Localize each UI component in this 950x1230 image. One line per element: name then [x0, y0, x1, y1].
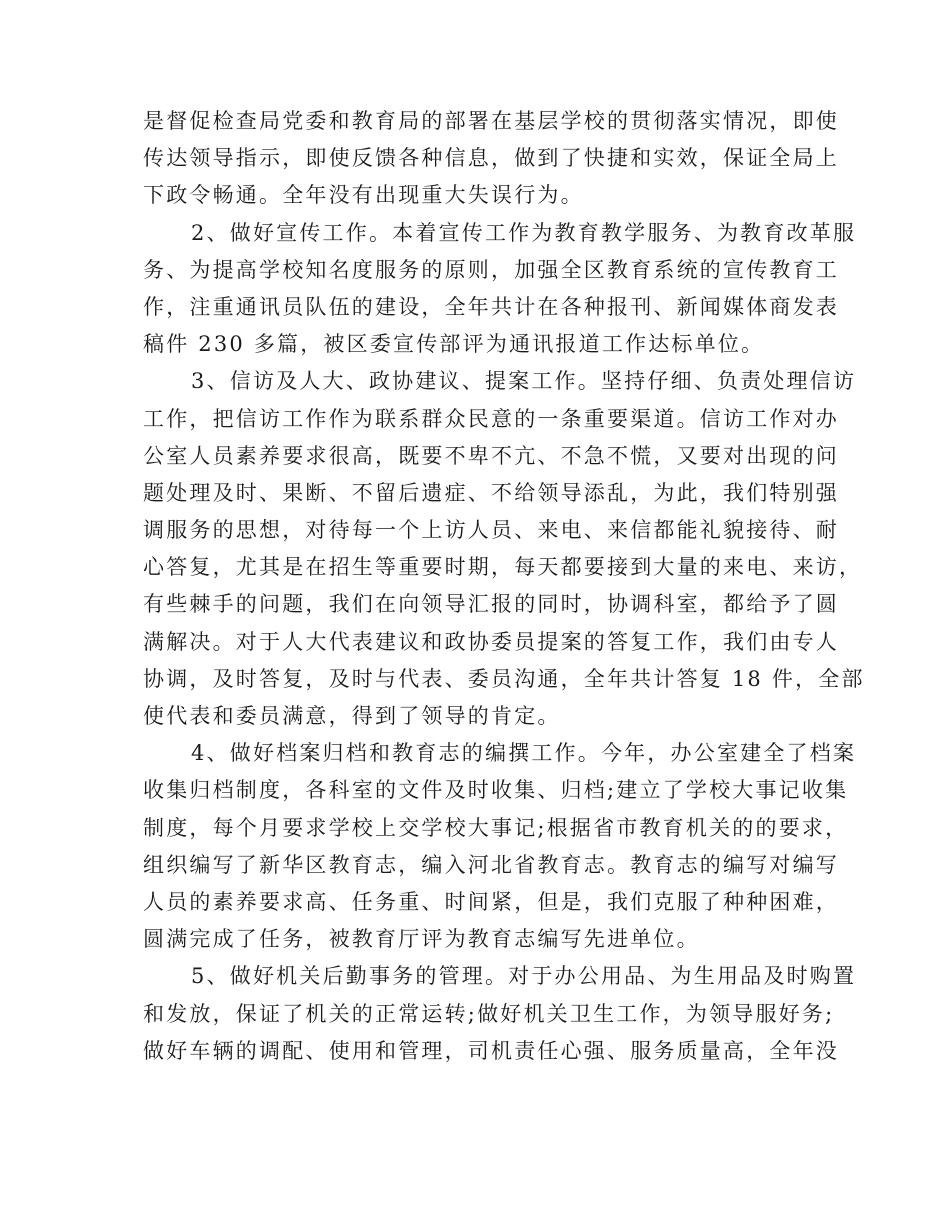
text-line: 收集归档制度，各科室的文件及时收集、归档;建立了学校大事记收集 — [143, 778, 849, 803]
text-line: 做好车辆的调配、使用和管理，司机责任心强、服务质量高，全年没 — [143, 1038, 839, 1063]
text-line: 传达领导指示，即使反馈各种信息，做到了快捷和实效，保证全局上 — [143, 146, 839, 171]
text-line: 工作，把信访工作作为联系群众民意的一条重要渠道。信访工作对办 — [143, 406, 839, 431]
text-line: 2、做好宣传工作。本着宣传工作为教育教学服务、为教育改革服 — [191, 220, 857, 245]
text-line: 使代表和委员满意，得到了领导的肯定。 — [143, 704, 561, 728]
body-text — [143, 103, 865, 1070]
text-line: 人员的素养要求高、任务重、时间紧，但是，我们克服了种种困难， — [143, 889, 839, 914]
text-line: 心答复，尤其是在招生等重要时期，每天都要接到大量的来电、来访， — [143, 555, 863, 580]
text-line: 4、做好档案归档和教育志的编撰工作。今年，办公室建全了档案 — [191, 741, 857, 766]
text-line: 圆满完成了任务，被教育厅评为教育志编写先进单位。 — [143, 927, 700, 952]
text-line: 有些棘手的问题，我们在向领导汇报的同时，协调科室，都给予了圆 — [143, 592, 839, 617]
text-line: 和发放，保证了机关的正常运转;做好机关卫生工作，为领导服好务; — [143, 1001, 835, 1026]
text-line: 5、做好机关后勤事务的管理。对于办公用品、为生用品及时购置 — [191, 964, 857, 989]
text-line: 3、信访及人大、政协建议、提案工作。坚持仔细、负责处理信访 — [191, 369, 857, 394]
text-line: 调服务的思想，对待每一个上访人员、来电、来信都能礼貌接待、耐 — [143, 518, 839, 543]
text-line: 务、为提高学校知名度服务的原则，加强全区教育系统的宣传教育工 — [143, 257, 839, 282]
text-line: 下政令畅通。全年没有出现重大失误行为。 — [143, 183, 584, 208]
text-line: 公室人员素养要求很高，既要不卑不亢、不急不慌，又要对出现的问 — [143, 443, 839, 468]
text-line: 题处理及时、果断、不留后遗症、不给领导添乱，为此，我们特别强 — [143, 480, 839, 505]
text-line: 稿件 230 多篇，被区委宣传部评为通讯报道工作达标单位。 — [143, 332, 765, 357]
text-line: 是督促检查局党委和教育局的部署在基层学校的贯彻落实情况，即使 — [143, 109, 839, 133]
text-line: 作，注重通讯员队伍的建设，全年共计在各种报刊、新闻媒体商发表 — [143, 294, 839, 319]
text-line: 制度，每个月要求学校上交学校大事记;根据省市教育机关的的要求， — [143, 815, 849, 840]
text-line: 协调，及时答复，及时与代表、委员沟通，全年共计答复 18 件，全部 — [143, 666, 865, 691]
text-line: 满解决。对于人大代表建议和政协委员提案的答复工作，我们由专人 — [143, 629, 839, 654]
text-line: 组织编写了新华区教育志，编入河北省教育志。教育志的编写对编写 — [143, 852, 839, 877]
